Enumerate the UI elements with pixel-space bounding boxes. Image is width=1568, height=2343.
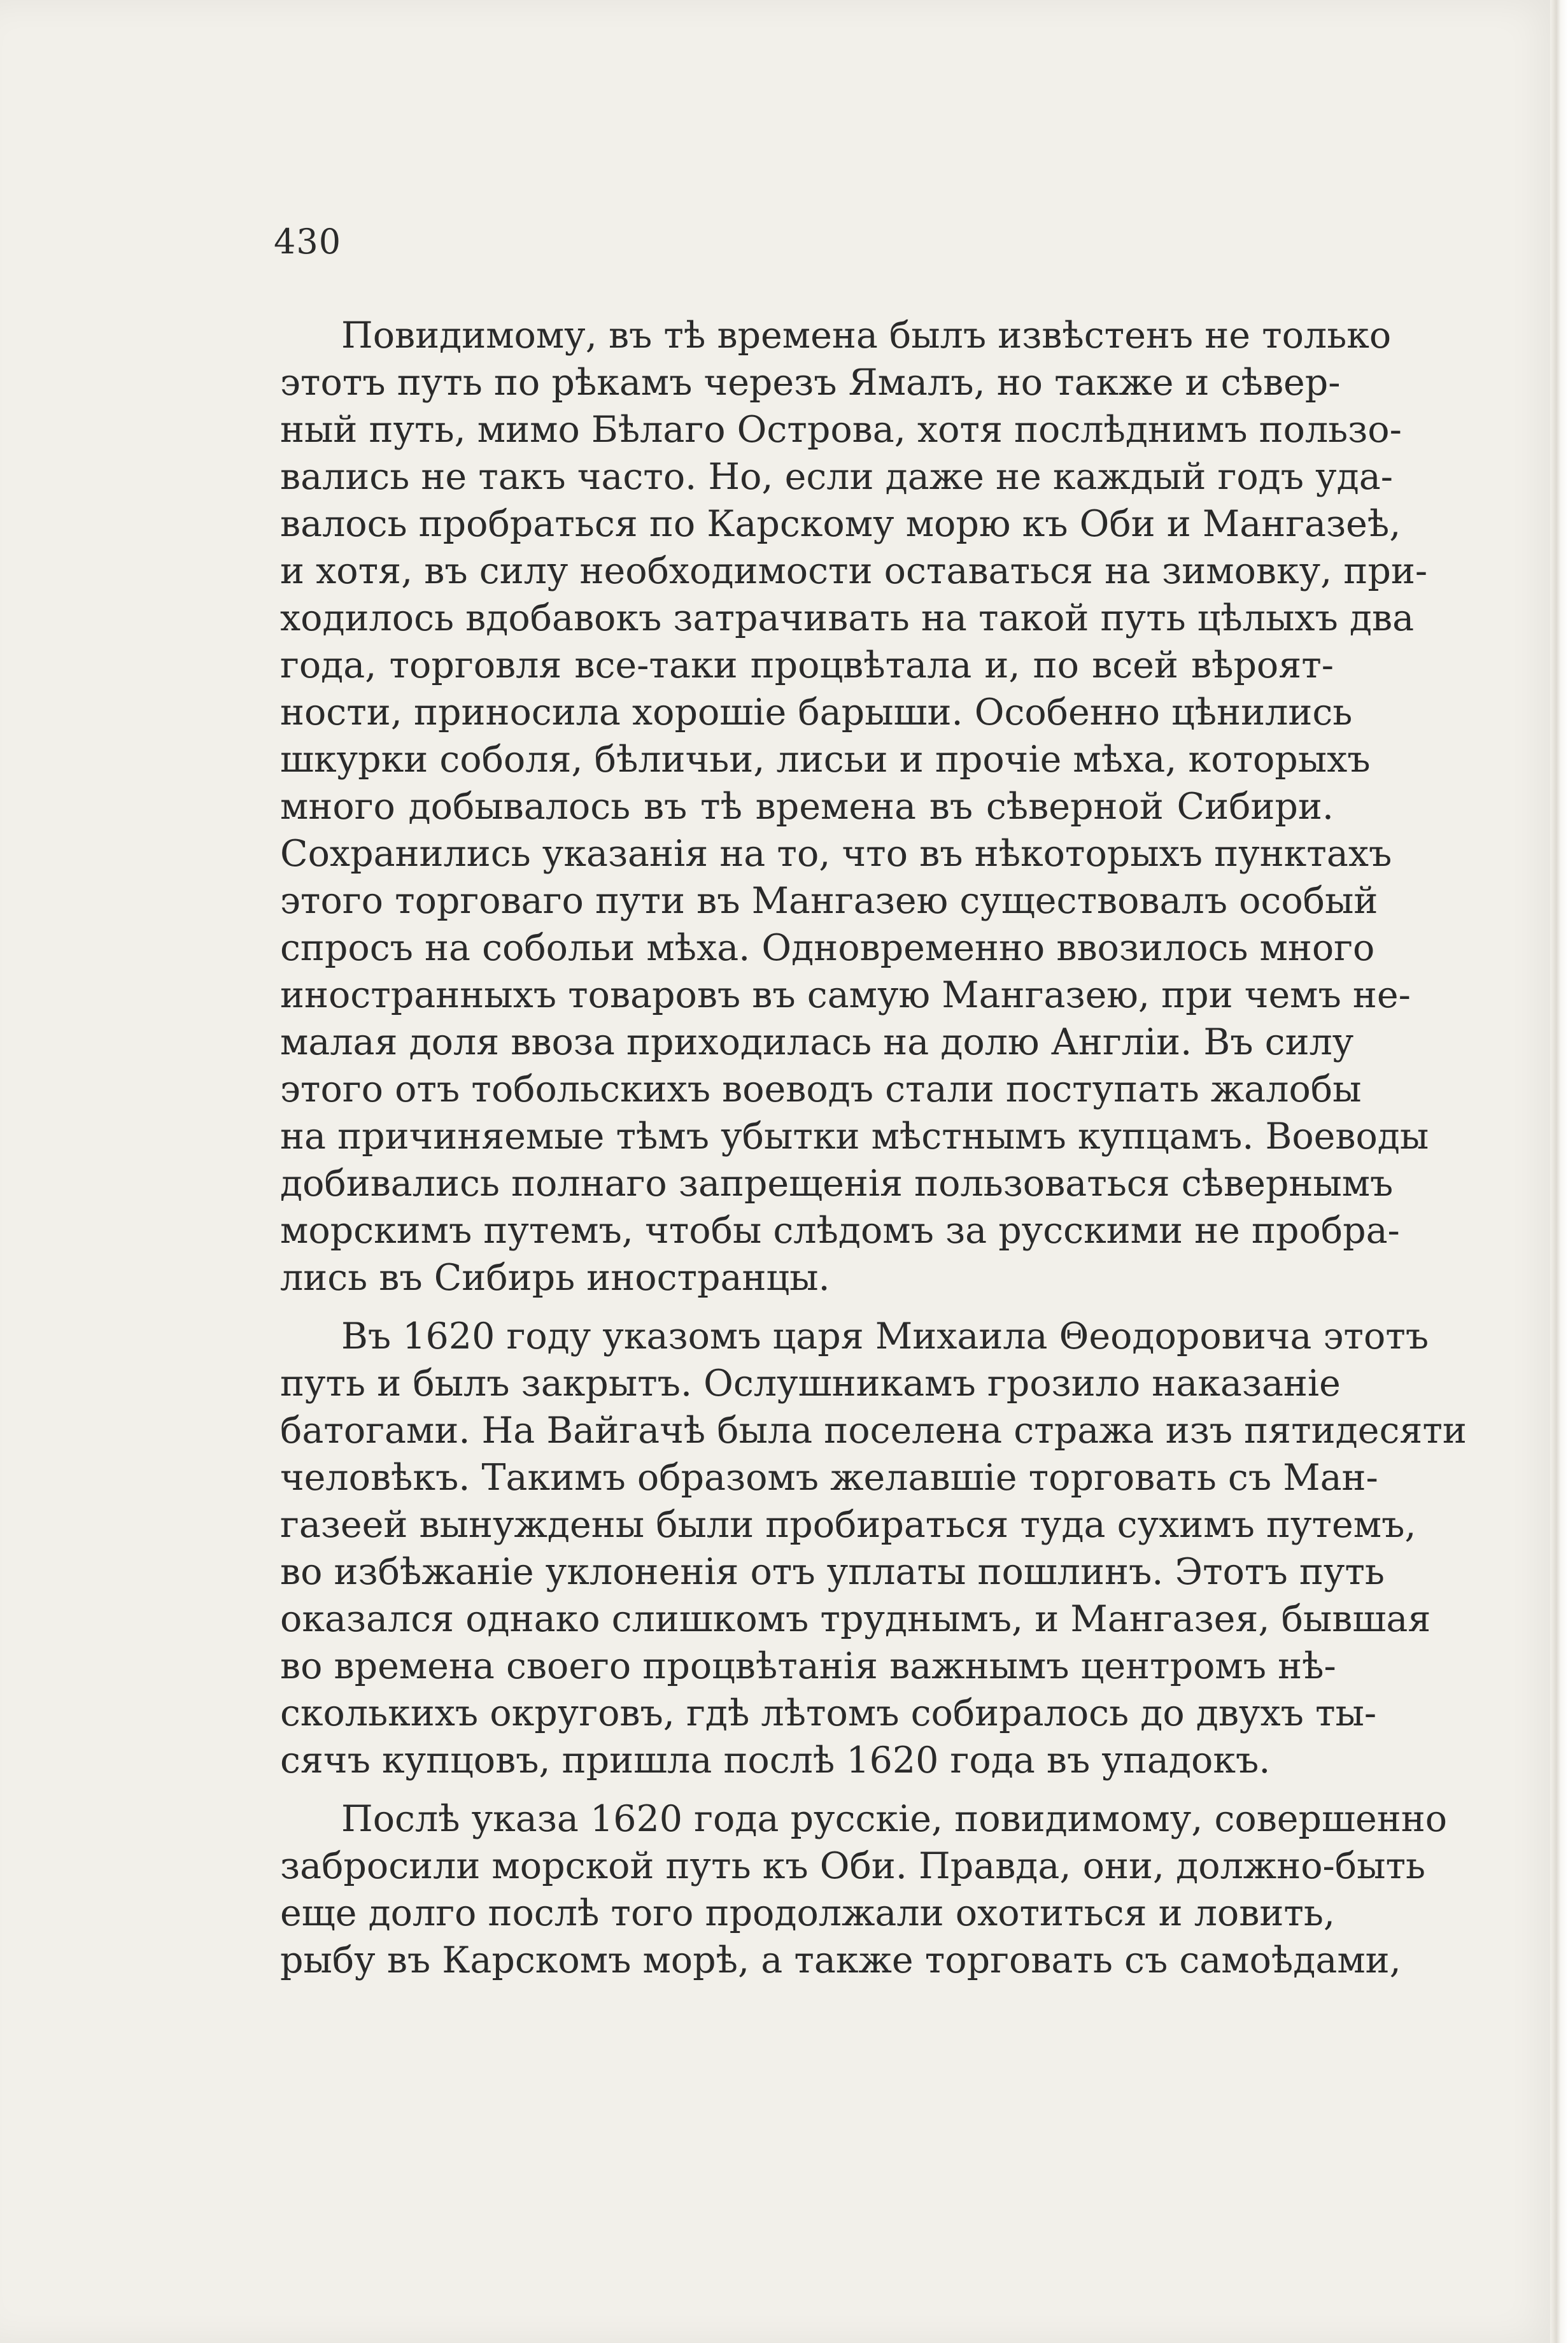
text-line: сячъ купцовъ, пришла послѣ 1620 года въ упадокъ. [280, 1739, 1271, 1781]
text-line: газеей вынуждены были пробираться туда сухимъ путемъ, [280, 1504, 1416, 1546]
text-line: этого торговаго пути въ Мангазею существовалъ особый [280, 880, 1378, 922]
text-line: Повидимому, въ тѣ времена былъ извѣстенъ не только [341, 315, 1392, 357]
page-number: 430 [274, 222, 342, 262]
text-line: валось пробраться по Карскому морю къ Оби и Мангазеѣ, [280, 503, 1401, 545]
text-line: человѣкъ. Такимъ образомъ желавшіе торговать съ Ман- [280, 1457, 1378, 1499]
page-edge [1550, 0, 1568, 2343]
text-line: и хотя, въ силу необходимости оставаться на зимовку, при- [280, 550, 1428, 592]
text-line: Сохранились указанія на то, что въ нѣкоторыхъ пунктахъ [280, 833, 1392, 875]
text-line: шкурки соболя, бѣличьи, лисьи и прочіе мѣха, которыхъ [280, 739, 1371, 781]
text-line: путь и былъ закрытъ. Ослушникамъ грозило наказаніе [280, 1363, 1341, 1405]
text-line: этотъ путь по рѣкамъ черезъ Ямалъ, но также и сѣвер- [280, 362, 1341, 404]
text-line: еще долго послѣ того продолжали охотиться и ловить, [280, 1892, 1336, 1934]
text-line: года, торговля все-таки процвѣтала и, по всей вѣроят- [280, 644, 1334, 686]
text-line: забросили морской путь къ Оби. Правда, они, должно-быть [280, 1845, 1426, 1887]
text-line: этого отъ тобольскихъ воеводъ стали поступать жалобы [280, 1068, 1362, 1110]
text-line: лись въ Сибирь иностранцы. [280, 1257, 830, 1299]
paragraph-1 [280, 312, 1429, 1301]
text-line: оказался однако слишкомъ труднымъ, и Мангазея, бывшая [280, 1598, 1431, 1640]
text-line: вались не такъ часто. Но, если даже не каждый годъ уда- [280, 456, 1393, 498]
text-line: спросъ на собольи мѣха. Одновременно ввозилось много [280, 927, 1375, 969]
text-line: во времена своего процвѣтанія важнымъ центромъ нѣ- [280, 1645, 1336, 1687]
text-line: батогами. На Вайгачѣ была поселена стража изъ пятидесяти [280, 1410, 1467, 1452]
text-line: малая доля ввоза приходилась на долю Англіи. Въ силу [280, 1021, 1354, 1063]
text-line: иностранныхъ товаровъ въ самую Мангазею, при чемъ не- [280, 974, 1411, 1016]
text-line: на причиняемые тѣмъ убытки мѣстнымъ купцамъ. Воеводы [280, 1115, 1429, 1157]
body-text [280, 312, 1467, 1984]
text-line: ности, приносила хорошіе барыши. Особенно цѣнились [280, 691, 1353, 733]
text-line: рыбу въ Карскомъ морѣ, а также торговать съ самоѣдами, [280, 1939, 1401, 1981]
text-line: морскимъ путемъ, чтобы слѣдомъ за русскими не пробра- [280, 1210, 1400, 1252]
text-line: сколькихъ округовъ, гдѣ лѣтомъ собиралось до двухъ ты- [280, 1692, 1377, 1734]
text-line: Послѣ указа 1620 года русскіе, повидимому, совершенно [341, 1798, 1448, 1840]
paragraph-3 [280, 1795, 1448, 1984]
text-line: ходилось вдобавокъ затрачивать на такой путь цѣлыхъ два [280, 597, 1415, 639]
text-line: во избѣжаніе уклоненія отъ уплаты пошлинъ. Этотъ путь [280, 1551, 1385, 1593]
text-line: добивались полнаго запрещенія пользоваться сѣвернымъ [280, 1163, 1394, 1205]
text-line: много добывалось въ тѣ времена въ сѣверной Сибири. [280, 786, 1334, 828]
text-line: Въ 1620 году указомъ царя Михаила Θеодоровича этотъ [341, 1315, 1429, 1357]
paragraph-2 [280, 1313, 1467, 1784]
text-line: ный путь, мимо Бѣлаго Острова, хотя послѣднимъ пользо- [280, 409, 1402, 451]
